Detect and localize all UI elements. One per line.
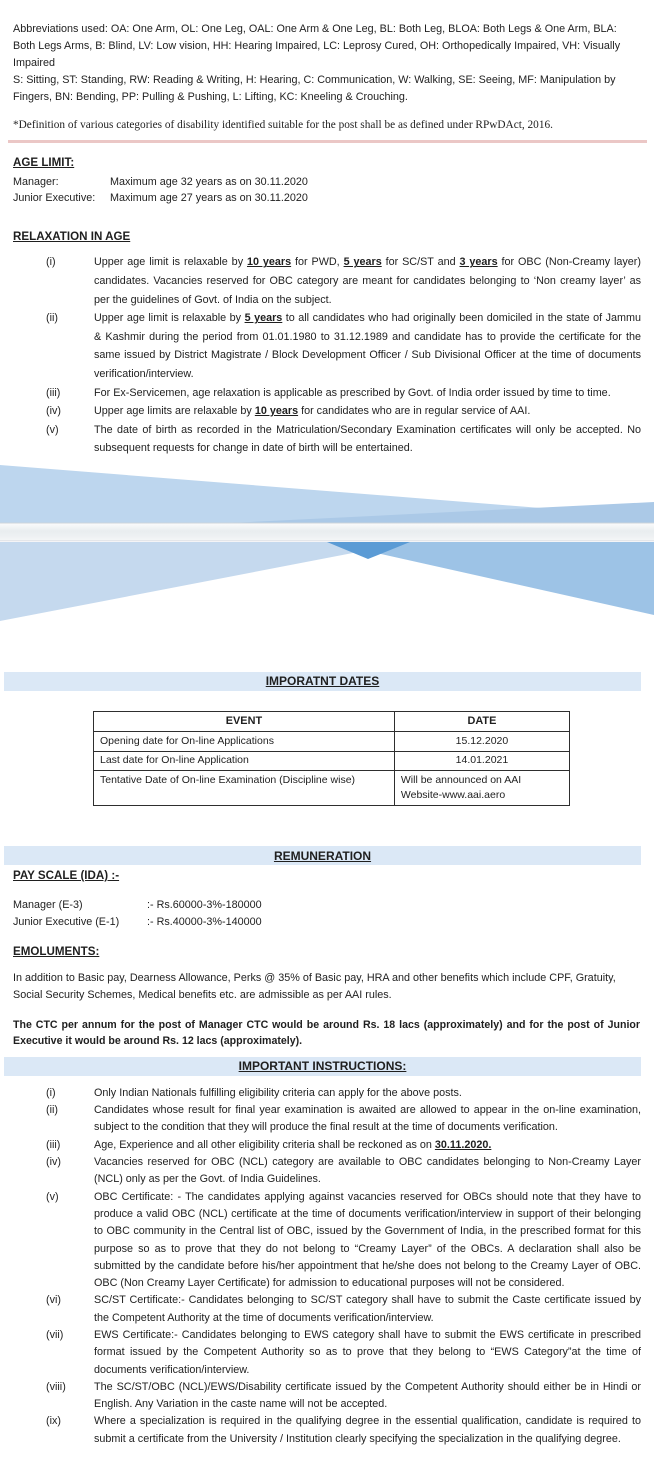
list-item-number: (iv) (46, 405, 61, 418)
list-item-text: Upper age limit is relaxable by 5 years to all candidates who had originally been domiciled in the state of Jammu & Kashmir during the period from 01.01.1980 to 31.12.1989 and candidate has to provide the certificate for the same issued by District Magistrate / Block Development Officer / Sub Divisional Officer at the time of documents verification/interview. (94, 312, 641, 380)
table-header-row (94, 711, 570, 732)
table-row (94, 751, 570, 771)
remuneration-heading: REMUNERATION (273, 848, 372, 863)
important-instructions-banner (4, 1057, 641, 1076)
list-item-vi (0, 1292, 641, 1327)
list-item-number: (v) (46, 1190, 59, 1203)
list-item-number: (ii) (46, 1104, 58, 1117)
list-item-ii (0, 309, 641, 383)
list-item-v (0, 421, 641, 458)
label-value-row (13, 914, 641, 930)
list-item-text: Only Indian Nationals fulfilling eligibility criteria can apply for the above posts. (94, 1086, 462, 1099)
label-value-row (13, 190, 641, 206)
age-limit-heading: AGE LIMIT: (13, 156, 75, 169)
list-item-iii (0, 384, 641, 403)
row-label: Manager (E-3) (13, 899, 83, 912)
list-item-ix (0, 1413, 641, 1448)
list-item-text: Age, Experience and all other eligibility criteria shall be reckoned as on 30.11.2020. (94, 1138, 492, 1151)
deco-gray-bar-bottom-edge (0, 540, 654, 541)
list-item-number: (i) (46, 256, 56, 269)
row-value: Maximum age 32 years as on 30.11.2020 (110, 176, 308, 188)
remuneration-banner (4, 846, 641, 865)
emoluments-paragraph: In addition to Basic pay, Dearness Allowance, Perks @ 35% of Basic pay, HRA and other benefits which include CPF, Gratuity, Social Security Schemes, Medical benefits etc. are admissible as per AAI rules. (13, 971, 616, 1001)
list-item-i (0, 253, 641, 309)
important-dates-heading: IMPORATNT DATES (265, 674, 380, 689)
row-label: Junior Executive: (13, 192, 96, 205)
red-divider-line (8, 140, 647, 143)
table-header-event: EVENT (94, 711, 395, 732)
list-item-number: (iv) (46, 1156, 61, 1169)
important-dates-banner (4, 672, 641, 691)
list-item-number: (iii) (46, 386, 61, 399)
row-label: Junior Executive (E-1) (13, 915, 120, 928)
list-item-text: The SC/ST/OBC (NCL)/EWS/Disability certificate issued by the Competent Authority should either be in Hindi or English. Any Variation in the caste name will not be accepted. (94, 1380, 641, 1411)
date-cell: 15.12.2020 (394, 732, 569, 752)
table-header-date: DATE (394, 711, 569, 732)
decorative-triangles-graphic (0, 458, 654, 633)
list-item-text: EWS Certificate:- Candidates belonging to EWS category shall have to submit the EWS certificate in prescribed format issued by the Competent Authority so as to prove that they belong to “EWS Category”at the time of documents verification/interview. (94, 1329, 641, 1376)
list-item-number: (vii) (46, 1329, 64, 1341)
date-cell: Will be announced on AAI Website-www.aai.aero (394, 771, 569, 806)
list-item-text: For Ex-Servicemen, age relaxation is applicable as prescribed by Govt. of India order issued by time to time. (94, 386, 611, 399)
page-break-decoration (0, 458, 654, 633)
abbreviations-paragraph-1: Abbreviations used: OA: One Arm, OL: One Leg, OAL: One Arm & One Leg, BL: Both Leg, BLOA: Both Legs & One Arm, BLA: Both Legs Arms, B: Blind, LV: Low vision, HH: Hearing Impaired, LC: Leprosy Cured, OH: Orthopedically Impaired, VH: Visually Impaired (13, 23, 621, 69)
event-cell: Last date for On-line Application (94, 751, 395, 771)
row-label: Manager: (13, 176, 59, 188)
list-item-number: (vi) (46, 1294, 61, 1307)
list-item-number: (v) (46, 423, 59, 436)
list-item-v (0, 1189, 641, 1293)
deco-left-triangle (0, 542, 410, 621)
ctc-note-paragraph: The CTC per annum for the post of Manager CTC would be around Rs. 18 lacs (approximately) and for the post of Junior Executive it would be around Rs. 12 lacs (approximately). (13, 1018, 640, 1048)
important-instructions-heading: IMPORTANT INSTRUCTIONS: (238, 1059, 407, 1074)
event-cell: Tentative Date of On-line Examination (Discipline wise) (94, 771, 395, 806)
row-value: :- Rs.60000-3%-180000 (147, 899, 262, 912)
pay-scale-rows (13, 897, 641, 929)
disability-definition-note: *Definition of various categories of disability identified suitable for the post shall be as defined under RPwDAct, 2016. (13, 119, 553, 131)
table-row (94, 771, 570, 806)
deco-gray-bar (0, 523, 654, 541)
important-instructions-list (0, 1085, 641, 1448)
list-item-viii (0, 1379, 641, 1414)
list-item-text: Candidates whose result for final year examination is awaited are allowed to appear in the on-line examination, subject to the condition that they will produce the final result at the time of documents verification. (94, 1104, 641, 1134)
list-item-text: The date of birth as recorded in the Matriculation/Secondary Examination certificates will only be accepted. No subsequent requests for change in date of birth will be entertained. (94, 423, 641, 455)
list-item-number: (ix) (46, 1415, 61, 1428)
list-item-text: Upper age limits are relaxable by 10 years for candidates who are in regular service of AAI. (94, 405, 531, 418)
relaxation-heading: RELAXATION IN AGE (13, 230, 131, 244)
important-dates-table (93, 711, 570, 807)
list-item-iv (0, 1154, 641, 1189)
pay-scale-heading: PAY SCALE (IDA) :- (13, 869, 120, 883)
list-item-i (0, 1085, 641, 1102)
list-item-iv (0, 402, 641, 421)
event-cell: Opening date for On-line Applications (94, 732, 395, 752)
list-item-text: Vacancies reserved for OBC (NCL) category are available to OBC candidates belonging to Non-Creamy Layer (NCL) only as per the Govt. of India Guidelines. (94, 1156, 641, 1186)
list-item-vii (0, 1327, 641, 1379)
list-item-text: Upper age limit is relaxable by 10 years for PWD, 5 years for SC/ST and 3 years for OBC (Non-Creamy layer) candidates. Vacancies reserved for OBC category are meant for candidates belonging to ‘Non creamy layer’ as per the guidelines of Govt. of India on the subject. (94, 256, 641, 306)
list-item-number: (viii) (46, 1380, 66, 1393)
abbreviations-paragraph-2: S: Sitting, ST: Standing, RW: Reading & Writing, H: Hearing, C: Communication, W: Walking, SE: Seeing, MF: Manipulation by Fingers, BN: Bending, PP: Pulling & Pushing, L: Lifting, KC: Kneeling & Crouching. (13, 74, 616, 103)
relaxation-list (0, 253, 641, 458)
list-item-number: (iii) (46, 1138, 61, 1151)
date-cell: 14.01.2021 (394, 751, 569, 771)
list-item-ii (0, 1102, 641, 1137)
deco-gray-bar-top-edge (0, 523, 654, 524)
label-value-row (13, 174, 641, 190)
table-row (94, 732, 570, 752)
list-item-number: (ii) (46, 312, 58, 325)
row-value: :- Rs.40000-3%-140000 (147, 915, 262, 928)
row-value: Maximum age 27 years as on 30.11.2020 (110, 192, 308, 205)
label-value-row (13, 897, 641, 913)
list-item-text: OBC Certificate: - The candidates applying against vacancies reserved for OBCs should note that they have to produce a valid OBC (NCL) certificate at the time of documents verification/interview in support of their belonging to OBC community in the Central list of OBC, issued by the Government of India, in the prescribed format for this purpose so as to prove that they do not belong to “Creamy Layer” of the OBCs. A declaration shall also be submitted by the candidate before his/her appointment that he/she does not belong to the Creamy Layer of OBC. OBC (Non Creamy Layer Certificate) for admission to educational purposes will not be considered. (94, 1190, 641, 1290)
list-item-text: SC/ST Certificate:- Candidates belonging to SC/ST category shall have to submit the Caste certificate issued by the Competent Authority at the time of documents verification/interview. (94, 1294, 641, 1324)
list-item-number: (i) (46, 1086, 56, 1099)
age-limit-rows (13, 174, 641, 206)
list-item-iii (0, 1137, 641, 1154)
emoluments-heading: EMOLUMENTS: (13, 944, 100, 958)
list-item-text: Where a specialization is required in the qualifying degree in the essential qualification, candidate is required to submit a certificate from the University / Institution clearly specifying the specialization in the qualifying degree. (94, 1415, 641, 1445)
